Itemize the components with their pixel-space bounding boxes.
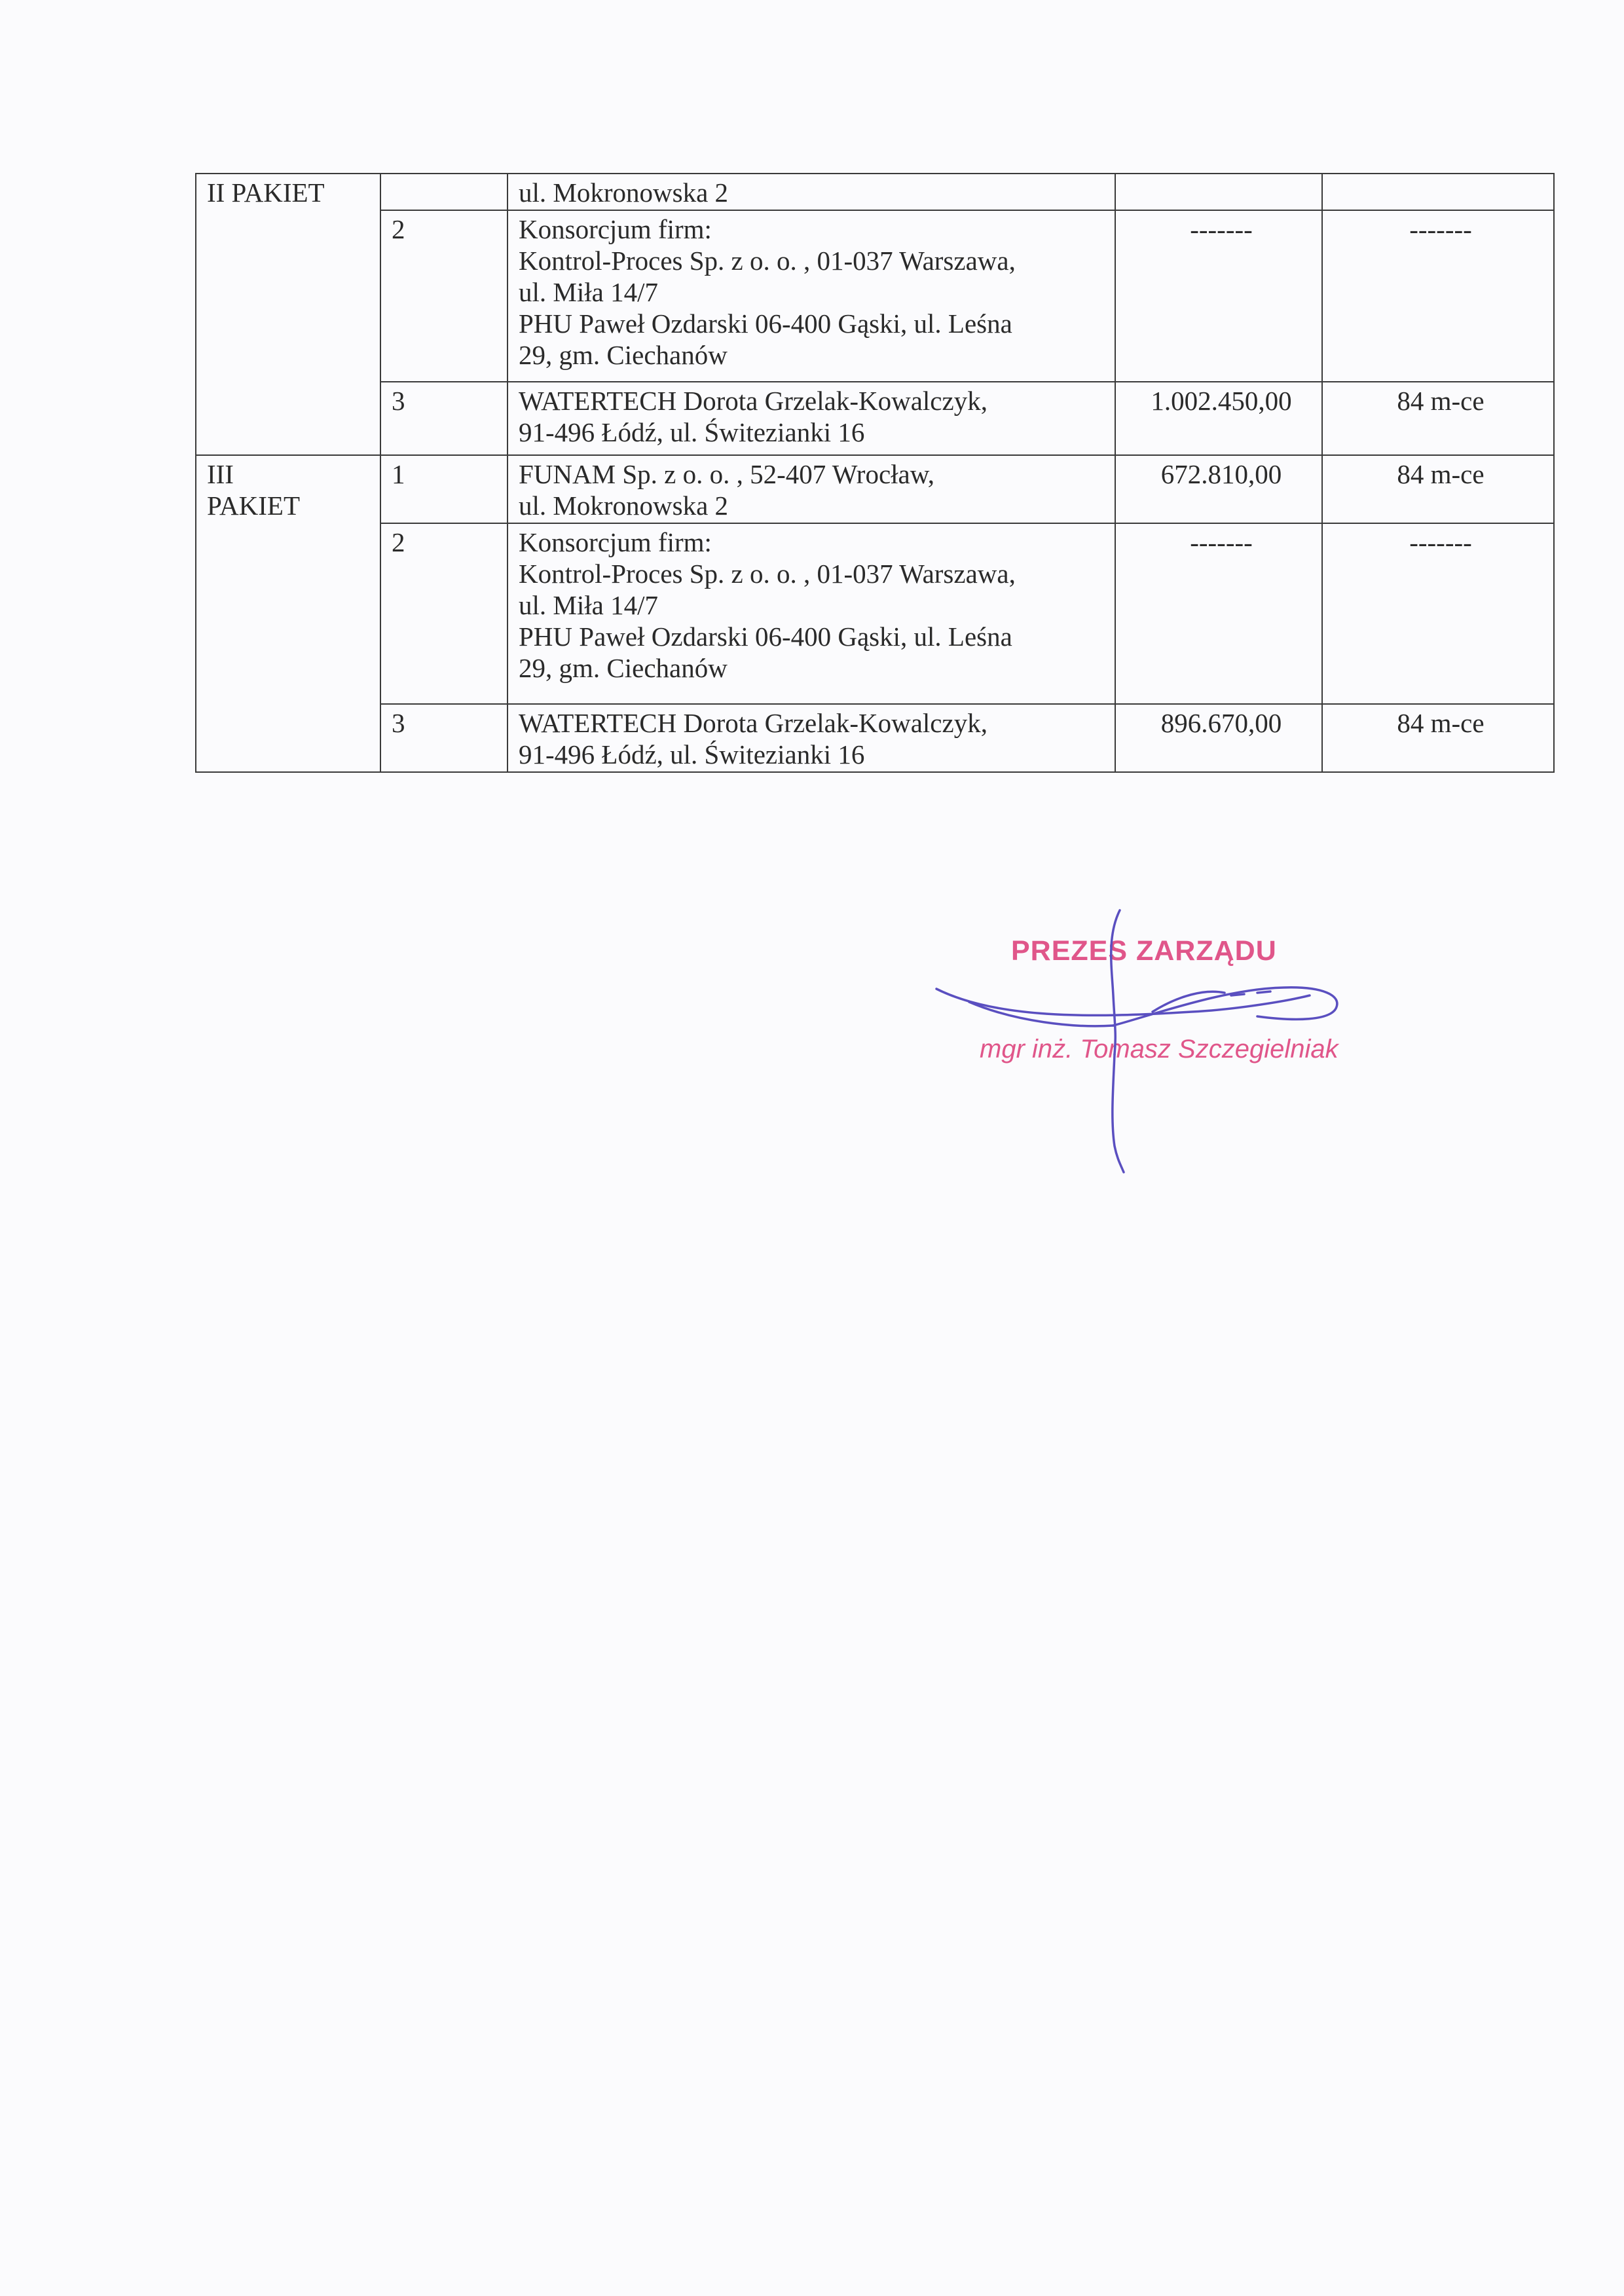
number-cell: 3 xyxy=(380,382,507,455)
term-cell xyxy=(1322,382,1554,455)
term-cell xyxy=(1322,455,1554,523)
table-row xyxy=(196,523,1554,704)
price-value: 1.002.450,00 xyxy=(1151,386,1292,416)
price-cell xyxy=(1115,704,1322,772)
price-value: ------- xyxy=(1190,527,1253,557)
table-row xyxy=(196,210,1554,382)
term-cell xyxy=(1322,523,1554,704)
price-cell xyxy=(1115,174,1322,210)
stamp-name: mgr inż. Tomasz Szczegielniak xyxy=(980,1035,1338,1064)
firm-cell xyxy=(507,382,1115,455)
term-value: 84 m-ce xyxy=(1397,708,1485,738)
firm-line: Konsorcjum firm: xyxy=(519,214,712,244)
table-row xyxy=(196,704,1554,772)
number-cell xyxy=(380,174,507,210)
firm-line: WATERTECH Dorota Grzelak-Kowalczyk, xyxy=(519,386,987,416)
term-value: 84 m-ce xyxy=(1397,459,1485,489)
number-cell: 3 xyxy=(380,704,507,772)
price-value: 896.670,00 xyxy=(1160,708,1282,738)
bid-table xyxy=(195,173,1555,773)
firm-line: Kontrol-Proces Sp. z o. o. , 01-037 Warszawa, xyxy=(519,559,1016,589)
number-cell: 2 xyxy=(380,210,507,382)
firm-line: WATERTECH Dorota Grzelak-Kowalczyk, xyxy=(519,708,987,738)
firm-line: Kontrol-Proces Sp. z o. o. , 01-037 Warszawa, xyxy=(519,246,1016,276)
term-cell xyxy=(1322,210,1554,382)
firm-line: FUNAM Sp. z o. o. , 52-407 Wrocław, xyxy=(519,459,934,489)
firm-line: ul. Mokronowska 2 xyxy=(519,177,729,208)
firm-line: ul. Miła 14/7 xyxy=(519,277,658,307)
president-stamp xyxy=(917,897,1388,1212)
term-cell xyxy=(1322,704,1554,772)
firm-line: 91-496 Łódź, ul. Świtezianki 16 xyxy=(519,739,865,769)
term-cell xyxy=(1322,174,1554,210)
table-row xyxy=(196,382,1554,455)
package-label: III PAKIET xyxy=(207,459,300,521)
firm-line: PHU Paweł Ozdarski 06-400 Gąski, ul. Leśna xyxy=(519,308,1012,339)
firm-line: 91-496 Łódź, ul. Świtezianki 16 xyxy=(519,417,865,447)
firm-line: 29, gm. Ciechanów xyxy=(519,340,728,370)
price-cell xyxy=(1115,210,1322,382)
number-cell: 1 xyxy=(380,455,507,523)
stamp-title: PREZES ZARZĄDU xyxy=(1011,935,1277,967)
table-row xyxy=(196,455,1554,523)
handwritten-signature xyxy=(917,897,1388,1212)
price-cell xyxy=(1115,382,1322,455)
firm-line: 29, gm. Ciechanów xyxy=(519,653,728,683)
price-value: ------- xyxy=(1190,214,1253,244)
term-value: ------- xyxy=(1409,214,1472,244)
package-cell xyxy=(196,174,380,455)
term-value: ------- xyxy=(1409,527,1472,557)
package-label: II PAKIET xyxy=(207,177,325,208)
firm-line: Konsorcjum firm: xyxy=(519,527,712,557)
price-value: 672.810,00 xyxy=(1160,459,1282,489)
firm-line: ul. Miła 14/7 xyxy=(519,590,658,620)
firm-cell xyxy=(507,704,1115,772)
number-cell: 2 xyxy=(380,523,507,704)
table-row xyxy=(196,174,1554,210)
firm-cell xyxy=(507,210,1115,382)
price-cell xyxy=(1115,455,1322,523)
firm-cell xyxy=(507,455,1115,523)
firm-line: ul. Mokronowska 2 xyxy=(519,491,729,521)
term-value: 84 m-ce xyxy=(1397,386,1485,416)
price-cell xyxy=(1115,523,1322,704)
firm-cell xyxy=(507,174,1115,210)
firm-cell xyxy=(507,523,1115,704)
firm-line: PHU Paweł Ozdarski 06-400 Gąski, ul. Leśna xyxy=(519,621,1012,652)
package-cell xyxy=(196,455,380,772)
